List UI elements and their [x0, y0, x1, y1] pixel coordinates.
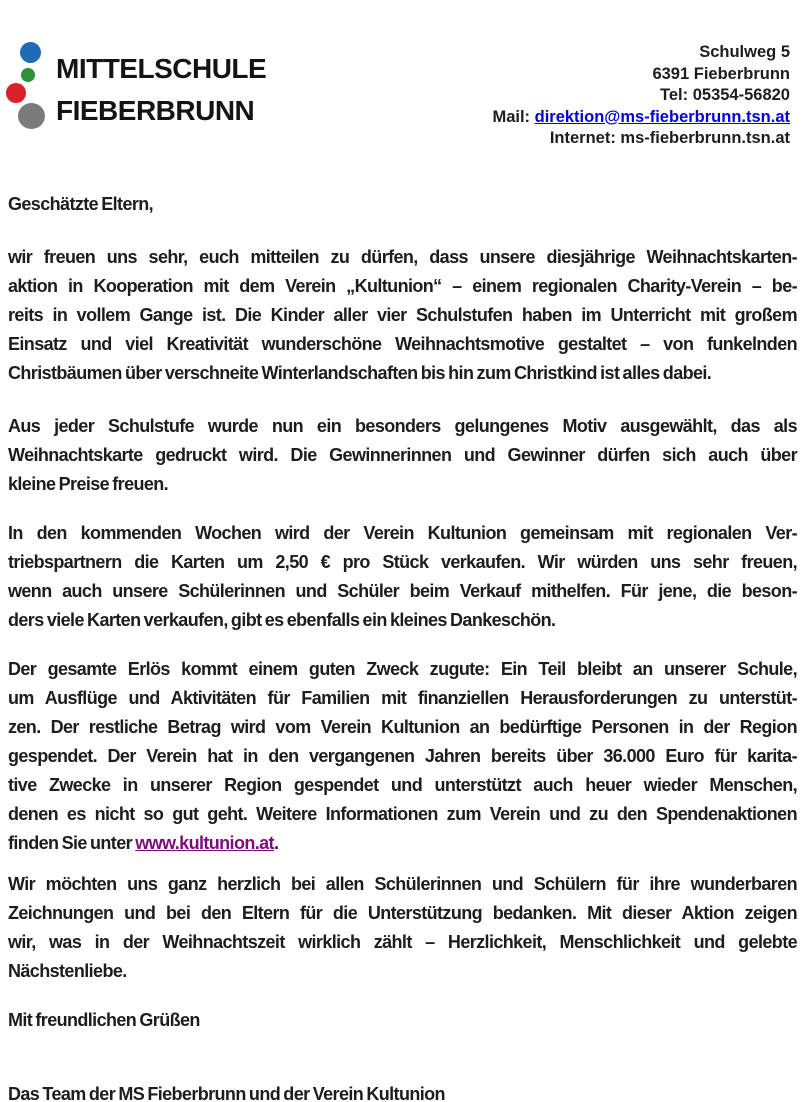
paragraph-line: Der gesamte Erlös kommt einem guten Zweck zugute: Ein Teil bleibt an unserer Schule,: [8, 659, 797, 679]
paragraph-line: Einsatz und viel Kreativität wunderschöne Weihnachtsmotive gestaltet – von funkelnden: [8, 334, 797, 354]
closing: Mit freundlichen Grüßen: [8, 1010, 200, 1030]
school-name: [56, 48, 266, 132]
salutation: Geschätzte Eltern,: [8, 194, 154, 214]
paragraph-link-line: [8, 829, 797, 858]
paragraph-line: Nächstenliebe.: [8, 961, 127, 981]
paragraph-line: Wir möchten uns ganz herzlich bei allen Schülerinnen und Schülern für ihre wunderbaren: [8, 874, 797, 894]
paragraph-2: [8, 412, 797, 499]
paragraph-4: [8, 655, 797, 858]
paragraph-line: wir freuen uns sehr, euch mitteilen zu dürfen, dass unsere diesjährige Weihnachtskarten-: [8, 247, 797, 267]
paragraph-line: denen es nicht so gut geht. Weitere Informationen zum Verein und zu den Spendenaktionen: [8, 804, 797, 824]
logo-dot-blue-icon: [20, 42, 41, 63]
paragraph-line: kleine Preise freuen.: [8, 474, 169, 494]
school-name-line2: FIEBERBRUNN: [56, 95, 255, 126]
contact-street: Schulweg 5: [699, 43, 790, 61]
contact-city: 6391 Fieberbrunn: [652, 64, 790, 83]
paragraph-line: aktion in Kooperation mit dem Verein „Kultunion“ – einem regionalen Charity-Verein – be-: [8, 276, 797, 296]
link-line-suffix: .: [273, 833, 279, 853]
paragraph-line: zen. Der restliche Betrag wird vom Verein Kultunion an bedürftige Personen in der Region: [8, 717, 797, 737]
paragraph-1: [8, 243, 797, 388]
logo-dot-red-icon: [6, 83, 26, 103]
paragraph-line: triebspartnern die Karten um 2,50 € pro Stück verkaufen. Wir würden uns sehr freuen,: [8, 552, 797, 572]
paragraph-5: [8, 870, 797, 986]
contact-mail-line: [492, 107, 790, 129]
paragraph-3: [8, 519, 797, 635]
paragraph-line: ders viele Karten verkaufen, gibt es ebenfalls ein kleines Dankeschön.: [8, 610, 556, 630]
paragraph-line: um Ausflüge und Aktivitäten für Familien mit finanziellen Herausforderungen zu unterstüt-: [8, 688, 797, 708]
paragraph-line: wenn auch unsere Schülerinnen und Schüler beim Verkauf mithelfen. Für jene, die beson-: [8, 581, 797, 601]
mail-label: Mail:: [492, 107, 535, 126]
logo-dot-green-icon: [21, 68, 35, 82]
paragraph-line: gespendet. Der Verein hat in den vergangenen Jahren bereits über 36.000 Euro für karita-: [8, 746, 797, 766]
paragraph-line: In den kommenden Wochen wird der Verein Kultunion gemeinsam mit regionalen Ver-: [8, 523, 797, 543]
letter-body: [8, 190, 797, 1102]
contact-phone: Tel: 05354-56820: [660, 86, 790, 104]
paragraph-line: Aus jeder Schulstufe wurde nun ein besonders gelungenes Motiv ausgewählt, das als: [8, 416, 797, 436]
contact-block: [492, 42, 790, 150]
paragraph-line: tive Zwecke in unserer Region gespendet und unterstützt auch heuer wieder Menschen,: [8, 775, 797, 795]
signature: Das Team der MS Fieberbrunn und der Verein Kultunion: [8, 1084, 445, 1102]
paragraph-line: wir, was in der Weihnachtszeit wirklich zählt – Herzlichkeit, Menschlichkeit und gelebte: [8, 932, 797, 952]
paragraph-line: Weihnachtskarte gedruckt wird. Die Gewinnerinnen und Gewinner dürfen sich auch über: [8, 445, 797, 465]
contact-internet: Internet: ms-fieberbrunn.tsn.at: [549, 129, 790, 147]
link-line-prefix: finden Sie unter: [8, 833, 136, 853]
logo-dot-gray-icon: [18, 103, 45, 129]
paragraph-line: Zeichnungen und bei den Eltern für die Unterstützung bedanken. Mit dieser Aktion zeigen: [8, 903, 797, 923]
kultunion-link[interactable]: www.kultunion.at: [135, 833, 274, 853]
paragraph-line: reits in vollem Gange ist. Die Kinder aller vier Schulstufen haben im Unterricht mit großem: [8, 305, 797, 325]
paragraph-line: Christbäumen über verschneite Winterlandschaften bis hin zum Christkind ist alles dabei.: [8, 363, 712, 383]
school-name-line1: MITTELSCHULE: [56, 53, 267, 84]
mail-link[interactable]: direktion@ms-fieberbrunn.tsn.at: [534, 107, 790, 126]
